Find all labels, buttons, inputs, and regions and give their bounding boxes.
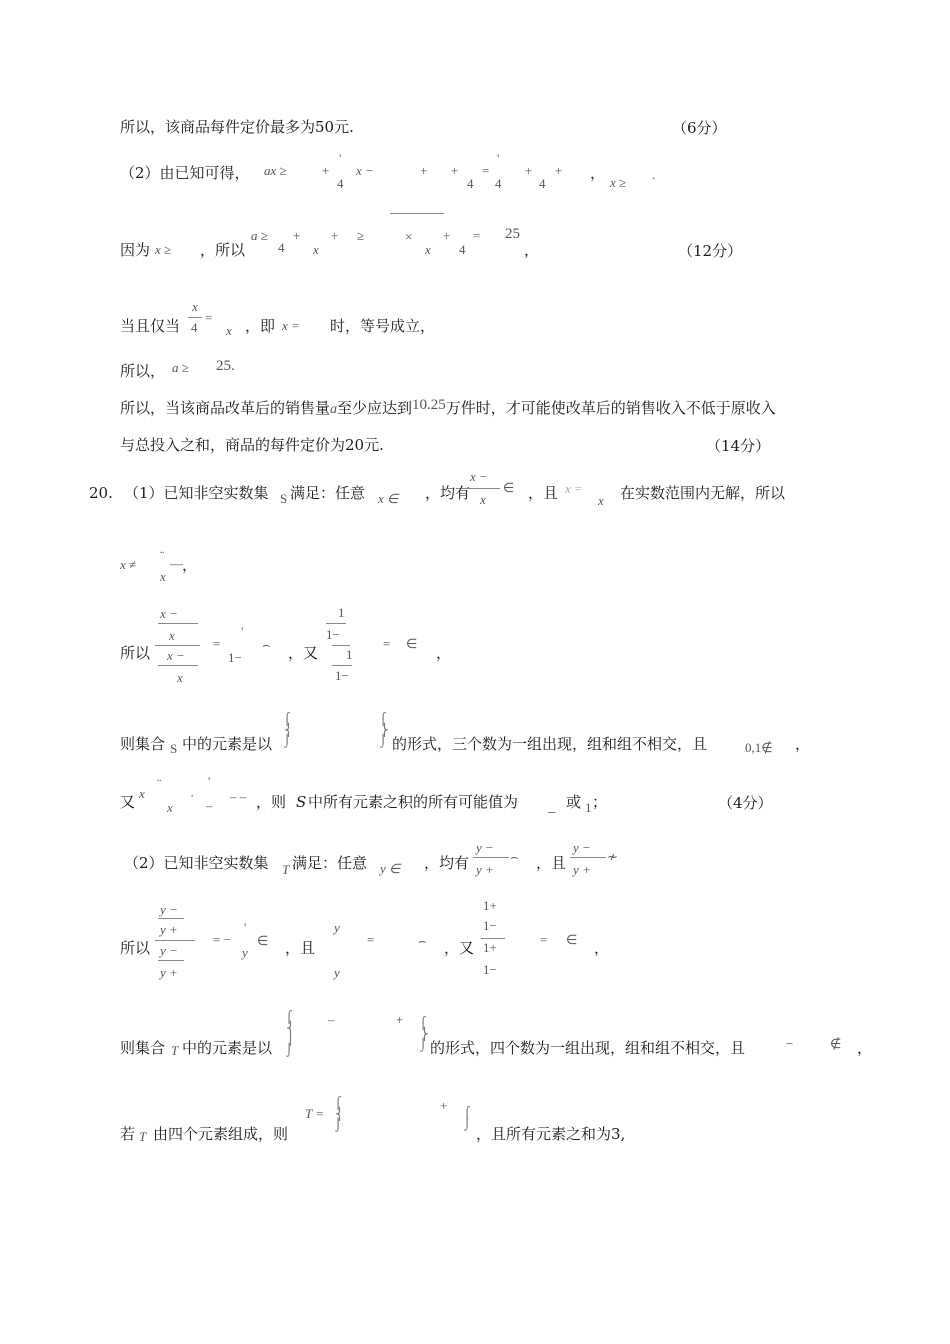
math-expr: 1 [585,800,592,815]
punct: ， [182,556,198,574]
math-expr: = [473,228,481,243]
sentence: 时，等号成立， [330,317,436,335]
sentence: 所以，该商品每件定价最多为50元. [120,118,354,136]
punct: ； [592,793,608,811]
math-expr: 4 [278,240,285,255]
math-expr: + [555,163,563,178]
math-expr: x [226,323,232,338]
sentence: 所以 [120,939,151,957]
punct: ， [436,644,452,662]
math-glyph: – [206,798,213,813]
math-expr: 25 [505,226,520,242]
math-var: T [282,862,290,877]
math-expr: x − [167,648,185,663]
math-glyph: ¨ [160,548,165,563]
sentence: ，又 [444,939,475,957]
math-expr: ∈ [566,932,578,947]
math-expr: = [367,932,375,947]
text-line [120,163,250,183]
math-expr: 1 [338,605,345,620]
math-expr: y + [476,862,494,877]
sentence: ，所以 [200,241,246,259]
math-expr: x − [470,469,488,484]
sentence: 由四个元素组成，则 [153,1125,289,1143]
math-var: S [280,491,288,506]
text-line [124,483,269,503]
text-line [120,316,180,336]
math-glyph: ⌢ [418,933,427,948]
math-expr: ≥ [357,228,365,243]
sentence: （2）由已知可得， [120,164,250,182]
sentence: 中的元素是以 [182,735,273,753]
math-expr: y [334,920,340,935]
sentence: 满足：任意 [290,484,366,502]
text-line [120,398,776,420]
math-expr: y + [573,862,591,877]
math-expr: × [405,229,413,244]
math-expr: y + [160,922,178,937]
math-expr: x [192,299,198,314]
math-expr: x [167,800,173,815]
text-line [120,117,354,137]
sentence: 所以，当该商品改革后的销售量 [120,399,331,417]
math-expr: x [169,628,175,643]
math-glyph: ≁ [607,849,618,864]
math-expr: x [139,786,145,801]
text-line [120,938,150,958]
fraction-bar [155,940,195,941]
sentence: 则集合 [120,1039,166,1057]
math-expr: 1 [346,647,353,662]
math-expr: = [383,636,391,651]
math-expr: ∈ [503,480,515,495]
math-expr: x − [356,163,374,178]
sentence: 万件时，才可能使改革后的销售收入不低于原收入 [445,399,776,417]
sentence: 又 [120,793,136,811]
math-glyph: ' [497,151,500,166]
math-glyph: ' [244,920,247,935]
math-expr: x [598,493,604,508]
math-glyph: – [328,1012,335,1027]
sentence: 在实数范围内无解，所以 [620,484,786,502]
sentence: 当且仅当 [120,317,181,335]
math-expr: y + [160,965,178,980]
math-expr: = − [213,932,231,947]
math-expr: + [293,228,301,243]
sentence: ，且 [285,939,316,957]
math-expr: x ≠ [120,557,137,572]
math-expr: y ∈ [380,861,401,876]
math-expr: y − [573,840,591,855]
math-expr: 4 [337,176,344,191]
punct: ， [857,1039,873,1057]
math-expr: x − [160,606,178,621]
sentence: ，且所有元素之和为3, [476,1125,626,1143]
sentence: ，又 [288,644,319,662]
left-brace: ⌠ ⎨ ⌡ [284,712,293,748]
fraction-bar [473,857,509,858]
left-brace: ⌠ ⎨ ⎪ ⌡ [286,1010,295,1057]
sentence: （2）已知非空实数集 [124,854,269,872]
text-line [120,361,165,381]
sentence: 若 [120,1125,136,1143]
math-expr: ∈ [406,636,418,651]
text-line [120,435,384,455]
sentence: 与总投入之和，商品的每件定价为20元. [120,436,384,454]
math-expr: 25. [216,358,235,374]
math-glyph: _ [548,795,556,813]
math-glyph: ' [339,151,342,166]
math-glyph: ' [241,624,244,639]
math-expr: + [443,228,451,243]
math-expr: y [334,965,340,980]
sentence: ，均有 [425,484,471,502]
punct: ， [590,164,606,182]
math-glyph: · [190,788,195,803]
right-brace: ⌠ ⎬ ⌡ [380,712,389,748]
sentence: ，均有 [424,854,470,872]
sentence: 或 [566,793,582,811]
math-expr: x [177,670,183,685]
math-expr: = [482,163,490,178]
math-expr: = [213,636,221,651]
fraction-bar [466,488,500,489]
right-brace: ⌠ ⌡ [464,1106,471,1131]
math-expr: a ≥ [172,360,189,375]
math-expr: y − [160,902,178,917]
math-expr: 1− [483,962,497,977]
text-line [120,792,135,812]
math-expr: x ≥ [155,242,172,257]
math-expr: − [786,1036,794,1051]
fraction-bar [188,317,202,318]
text-line [120,734,165,754]
score-label: （6分） [672,119,727,137]
sentence: 的形式，三个数为一组出现，组和组不相交，且 [392,735,708,753]
sentence: 中的元素是以 [182,1039,273,1057]
score-label: （12分） [678,242,743,260]
math-expr: ∉ [830,1036,842,1051]
question-number: 20. [89,484,113,502]
math-expr: . [652,167,656,182]
math-expr: x [480,492,486,507]
math-expr: 4 [539,176,546,191]
fraction-bar [158,665,198,666]
math-glyph: ⌢ [262,637,271,652]
sqrt-bar [390,213,444,214]
math-glyph: ¨ [157,776,162,791]
math-glyph: ⌢ [510,849,519,864]
math-glyph: ' [208,774,211,789]
math-var: S [170,741,178,756]
text-line [120,1124,135,1144]
sentence: ，则 [256,793,287,811]
math-expr: 0,1∉ [745,740,773,755]
sentence: 中所有元素之积的所有可能值为 [308,793,519,811]
math-expr: + [420,163,428,178]
text-line [124,853,269,873]
fraction-bar [158,623,198,624]
fraction-bar [332,665,352,666]
math-glyph: + [440,1098,448,1113]
fraction-bar [570,857,606,858]
math-glyph: – – [230,789,247,804]
fraction-bar [481,938,505,939]
math-expr: 1− [335,668,349,683]
math-expr: 4 [467,176,474,191]
sentence: 所以， [120,362,166,380]
math-var: T [171,1043,179,1058]
math-expr: a ≥ [251,228,268,243]
math-expr: x ∈ [378,491,399,506]
math-expr: x = [282,318,300,333]
text-line [120,240,150,260]
math-expr: 4 [495,176,502,191]
fraction-bar [332,645,350,646]
math-expr: + [322,163,330,178]
math-expr: = [540,932,548,947]
text-line [120,1038,165,1058]
sentence: 所以 [120,644,151,662]
math-expr: 4 [459,242,466,257]
punct: ， [795,735,811,753]
sentence: ，且 [536,854,567,872]
math-var: S [296,793,307,811]
sentence: 则集合 [120,735,166,753]
math-expr: x = [565,481,583,496]
sentence: 满足：任意 [292,854,368,872]
sentence: 因为 [120,241,151,259]
fraction-bar [158,918,184,919]
math-expr: 1+ [483,898,497,913]
score-label: （4分） [718,794,773,812]
text-line [120,643,150,663]
math-expr: x [425,242,431,257]
sentence: ，且 [528,484,559,502]
math-expr: 1+ [483,940,497,955]
score-label: （14分） [706,437,771,455]
math-expr: = [205,310,213,325]
sentence: （1）已知非空实数集 [124,484,269,502]
math-expr: y [242,945,248,960]
math-expr: x [160,569,166,584]
math-glyph: — [170,556,183,571]
punct: ， [524,241,540,259]
left-brace: ⌠ ⎨ ⌡ [335,1096,344,1132]
math-expr: + [525,163,533,178]
math-expr: y − [476,840,494,855]
math-expr: y − [160,943,178,958]
fraction-bar [155,645,200,646]
fraction-bar [158,960,184,961]
sentence: 至少应达到 [337,399,413,417]
math-expr: 1− [483,918,497,933]
math-expr: x [313,242,319,257]
math-num: 10.25 [412,397,446,413]
math-expr: ax ≥ [264,163,287,178]
math-var: T [139,1129,147,1144]
fraction-bar [326,623,346,624]
math-expr: + [451,163,459,178]
sentence: ，即 [245,317,276,335]
punct: ， [594,939,610,957]
math-glyph: + [396,1012,404,1027]
math-expr: 1− [326,627,340,642]
sentence: 的形式，四个数为一组出现，组和组不相交，且 [430,1039,746,1057]
right-brace: ⌠ ⎬ ⌡ [420,1016,429,1052]
math-expr: 1− [228,650,242,665]
math-expr: + [331,228,339,243]
math-expr: T = [305,1106,325,1121]
math-var: a [330,402,338,417]
math-expr: x ≥ [610,175,627,190]
math-expr: 4 [191,320,198,335]
math-expr: ∈ [257,933,269,948]
